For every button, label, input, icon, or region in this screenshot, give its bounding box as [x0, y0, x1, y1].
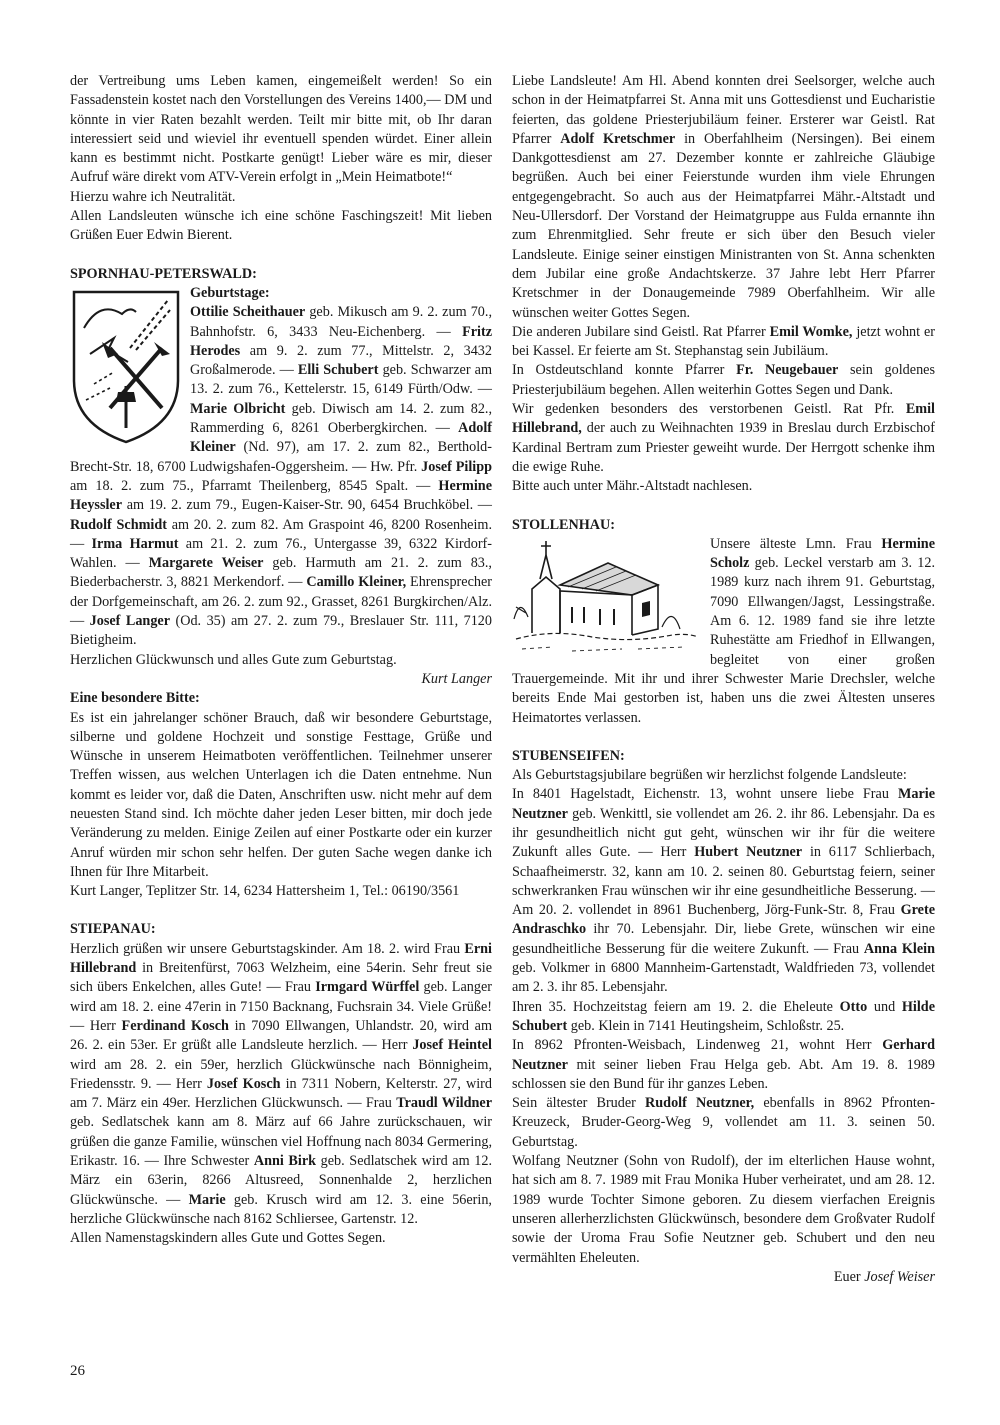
bold-name: Hermine Heyssler — [70, 477, 492, 514]
chapel-illustration — [512, 537, 700, 655]
text-run: geb. Klein in 7141 Heutingsheim, Schloßstr. 25. — [567, 1017, 845, 1034]
coat-of-arms-emblem — [70, 288, 182, 446]
bold-name: Otto — [839, 998, 868, 1015]
text-run: geb. Mikusch am 9. 2. zum 70., Bahnhofstr. 6, 3433 Neu-Eichenberg. — — [190, 304, 492, 340]
text-run: geb. Diwisch am 14. 2. zum 82., Rammerding 6, 8261 Oberbergkirchen. — — [190, 400, 493, 437]
text-run: geb. Sedlatschek kann am 8. März auf 66 Jahre zurückschauen, wir grüßen die ganze Familie, wünschen viel Hoffnung nach 8034 Germering, Erikastr. 16. — Ihre Schwester — [70, 1114, 492, 1170]
text-run: geb. Wenkittl, sie vollendet am 26. 2. ihr 86. Lebensjahr. Da es ihr gesundheitlich nicht gut geht, wünschen wir ihr für die weitere Zukunft alles Gute. — Herr — [512, 805, 935, 861]
text-run: mit seiner lieben Frau Helga geb. Abt. Am 19. 8. 1989 schlossen sie den Bund für ihr ganzes Leben. — [512, 1056, 935, 1092]
signature: Kurt Langer — [421, 670, 492, 687]
text-run: geb. Volkmer in 6800 Mannheim-Gartenstadt, Waldfrieden 73, vollendet am 2. 3. ihr 85. Lebensjahr. — [512, 960, 935, 996]
left-column — [70, 72, 492, 1249]
bold-name: Hubert Neutzner — [694, 844, 803, 861]
text-run: Wir gedenken besonders des verstorbenen Geistl. Rat Pfr. — [512, 401, 906, 418]
section-heading: STUBENSEIFEN: — [512, 747, 625, 764]
text-run: geb. Sedlatschek wird am 12. März ein 63erin, 8266 Altusreed, Sonnenhalde 2, herzlichen Glückwünsche. — — [70, 1153, 492, 1208]
paragraph — [512, 400, 935, 477]
text-run: wird am 28. 2. ein 59er, herzlich Glückwünsche nach Bönnigheim, Friedensstr. 9. — Herr — [70, 1056, 492, 1092]
bold-name: Anna Klein — [863, 940, 935, 957]
bold-name: Anni Birk — [253, 1153, 317, 1170]
bold-name: Hermine Scholz — [710, 535, 935, 572]
jubilee-article — [512, 72, 935, 497]
bold-name: Ottilie Scheithauer — [190, 304, 306, 321]
bold-name: Marie Olbricht — [190, 400, 286, 417]
bold-name: Fritz Herodes — [190, 323, 492, 359]
bold-name: Grete Andraschko — [512, 902, 935, 938]
text-run: Herzlich grüßen wir unsere Geburtstagskinder. Am 18. 2. wird Frau — [70, 940, 465, 957]
paragraph — [512, 1036, 935, 1094]
text-run: In 8401 Hagelstadt, Eichenstr. 13, wohnt unsere liebe Frau — [512, 786, 898, 803]
text-run: Unsere älteste Lmn. Frau — [710, 535, 882, 552]
bold-name: Rudolf Neutzner, — [645, 1095, 755, 1112]
text-run: in 7311 Nobern, Kelterstr. 27, wird am 7. März ein 49er. Herzlichen Glückwunsch. — Frau — [70, 1075, 492, 1112]
text-run: Als Geburtstagsjubilare begrüßen wir herzlichst folgende Landsleute: — [512, 767, 907, 784]
text-run: geb. Harmuth am 21. 2. zum 83., Biederbacherstr. 3, 8821 Merkendorf. — — [70, 555, 492, 591]
section-stiepanau — [70, 920, 492, 1248]
paragraph — [70, 1229, 492, 1248]
text-run: Es ist ein jahrelanger schöner Brauch, daß wir besondere Geburtstage, silberne und goldene Hochzeit und sonstige Festtage, Grüße und Wünsche in unserem Heimatboten veröffentlichen. Teilnehmer unserer Treffen wissen, aus welchen Unterlagen ich die Daten entnehme. Nun kommt es leider vor, daß die Daten, Anschriften usw. nicht mehr auf dem neuesten Stand sind. Ich möchte daher jeden Leser bitten, mir doch jede Veränderung zu melden. Einige Zeilen auf einer Postkarte oder ein kurzer Anruf würden mir schon sehr helfen. Der guten Sache wegen danke ich Ihnen für Ihre Mitarbeit. — [70, 709, 492, 880]
section-stubenseifen — [512, 747, 935, 1287]
text-run: sein goldenes Priesterjubiläum begehen. Allen weiterhin Gottes Segen und Dank. — [512, 362, 935, 398]
paragraph — [512, 766, 935, 785]
paragraph — [512, 72, 935, 323]
paragraph — [512, 323, 935, 362]
bold-name: Adolf Kretschmer — [560, 130, 676, 147]
section-heading: SPORNHAU-PETERSWALD: — [70, 265, 257, 282]
text-run: Liebe Landsleute! Am Hl. Abend konnten drei Seelsorger, welche auch schon in der Heimatpfarrei St. Anna mit uns Gottesdienst und Eucharistie feierten, das goldene Priesterjubiläum feiner. Ersterer war Geistl. Rat Pfarrer — [512, 73, 935, 147]
section-heading: STIEPANAU: — [70, 921, 156, 938]
bold-name: Josef Heintel — [412, 1037, 493, 1054]
text-run: Herzlichen Glückwunsch und alles Gute zum Geburtstag. — [70, 651, 397, 668]
text-run: Bitte auch unter Mähr.-Altstadt nachlesen. — [512, 478, 753, 495]
text-run: Kurt Langer, Teplitzer Str. 14, 6234 Hattersheim 1, Tel.: 06190/3561 — [70, 883, 460, 900]
bold-name: Adolf Kleiner — [190, 420, 492, 456]
section-subheading: Geburtstage: — [190, 284, 270, 301]
paragraph — [512, 998, 935, 1037]
bold-name: Erni Hillebrand — [70, 940, 492, 977]
text-run: am 21. 2. zum 76., Untergasse 39, 6322 Kirdorf-Wahlen. — — [70, 535, 493, 572]
paragraph — [70, 709, 492, 883]
paragraph — [70, 207, 492, 246]
paragraph — [512, 361, 935, 400]
text-run: Ihren 35. Hochzeitstag feiern am 19. 2. die Eheleute — [512, 998, 840, 1015]
paragraph — [512, 1152, 935, 1268]
section-heading: Eine besondere Bitte: — [70, 690, 200, 707]
text-run: am 19. 2. zum 79., Eugen-Kaiser-Str. 90, 6454 Bruchköbel. — — [122, 497, 492, 514]
bold-name: Traudl Wildner — [396, 1095, 492, 1112]
text-run: am 20. 2. zum 82. Am Graspoint 46, 8200 Rosenheim. — — [70, 516, 492, 552]
bold-name: Gerhard Neutzner — [512, 1037, 935, 1073]
bold-name: Rudolf Schmidt — [70, 516, 167, 533]
right-column — [512, 72, 935, 1287]
text-run: in Breitenfürst, 7063 Welzheim, eine 54erin. Sehr freut sie sich übers Enkelchen, alles Gute! — Frau — [70, 960, 492, 996]
paragraph — [70, 940, 492, 1229]
text-run: am 18. 2. zum 75., Pfarramt Theilenberg, 8545 Spalt. — — [70, 477, 439, 494]
bold-name: Josef Kosch — [206, 1075, 281, 1092]
text-run: ihr 70. Lebensjahr. Dir, liebe Grete, wünschen wir eine gesundheitliche Besserung für die weitere Zukunft. — Frau — [512, 921, 935, 957]
signature: Euer Josef Weiser — [833, 1268, 935, 1285]
page-number: 26 — [70, 1363, 85, 1379]
text-run: Hierzu wahre ich Neutralität. — [70, 188, 236, 205]
text-run: geb. Leckel verstarb am 3. 12. 1989 kurz nach ihrem 91. Geburtstag, 7090 Ellwangen/Jagst, Lessingstraße. Am 6. 12. 1989 fand sie ihre letzte Ruhestätte am Friedhof in Ellwangen, begleitet von einer großen Trauergemeinde. Mit ihr und ihrer Schwester Marie Drechsler, welche bereits Ende Mai gestorben ist, haben uns die zwei Ältesten unseres Heimatortes verlassen. — [512, 555, 935, 726]
bold-name: Margarete Weiser — [148, 555, 264, 572]
text-run: am 9. 2. zum 77., Mittelstr. 2, 3432 Großalmerode. — — [190, 342, 492, 379]
bold-name: Irma Harmut — [91, 535, 179, 552]
bold-name: Josef Pilipp — [421, 458, 492, 475]
bold-name: Emil Hillebrand, — [512, 401, 935, 437]
bold-name: Marie — [188, 1191, 226, 1208]
paragraph — [512, 477, 935, 496]
text-run: geb. Krusch wird am 12. 3. eine 56erin, herzliche Glückwünsche nach 8162 Schliersee, Gartenstr. 12. — [70, 1191, 492, 1227]
text-run: (Od. 35) am 27. 2. zum 79., Breslauer Str. 111, 7120 Bietigheim. — [70, 613, 492, 649]
text-run: der auch zu Weihnachten 1939 in Breslau durch Erzbischof Kardinal Bertram zum Priester geweiht wurde. Der Herrgott schenke ihm die ewige Ruhe. — [512, 420, 935, 475]
bold-name: Elli Schubert — [297, 362, 379, 379]
bold-name: Marie Neutzner — [512, 786, 935, 822]
text-run: In Ostdeutschland konnte Pfarrer — [512, 362, 737, 379]
section-bitte — [70, 689, 492, 901]
text-run: geb. Langer wird am 18. 2. eine 47erin in 7150 Backnang, Fuchsrain 34. Viele Grüße! — Herr — [70, 979, 492, 1034]
section-stollenhau — [512, 516, 935, 728]
text-run: Allen Namenstagskindern alles Gute und Gottes Segen. — [70, 1230, 386, 1247]
paragraph — [70, 72, 492, 188]
text-run: ebenfalls in 8962 Pfronten-Kreuzeck, Bruder-Georg-Weg 9, vollendet am 11. 3. seinen 50. Geburtstag. — [512, 1095, 935, 1150]
text-run: Die anderen Jubilare sind Geistl. Rat Pfarrer — [512, 323, 770, 340]
text-run: der Vertreibung ums Leben kamen, eingemeißelt werden! So ein Fassadenstein kostet nach den Vorstellungen des Vereins 1400,— DM und könnte in vier Raten bezahlt werden. Teilt mir bitte mit, ob Ihr daran interessiert seid und wieviel ihr eventuell spenden würdet. Einer allein kann es bestimmt nicht. Postkarte genügt! Lieber wäre es mir, dieser Aufruf wäre direkt vom ATV-Verein erfolgt in „Mein Heimatbote!“ — [70, 73, 492, 186]
paragraph — [70, 651, 492, 670]
section-heading: STOLLENHAU: — [512, 516, 616, 533]
text-run: In 8962 Pfronten-Weisbach, Lindenweg 21, wohnt Herr — [512, 1037, 883, 1054]
bold-name: Hilde Schubert — [512, 998, 935, 1034]
text-run: und — [867, 998, 902, 1015]
section-spornhau — [70, 265, 492, 690]
paragraph — [70, 188, 492, 207]
bold-name: Irmgard Würffel — [315, 979, 420, 996]
text-run: Allen Landsleuten wünsche ich eine schöne Faschingszeit! Mit lieben Grüßen Euer Edwin Bierent. — [70, 208, 492, 244]
text-run: Sein ältester Bruder — [512, 1095, 646, 1112]
paragraph — [70, 882, 492, 901]
paragraph — [512, 1094, 935, 1152]
intro-article — [70, 72, 492, 246]
text-run: (Nd. 97), am 17. 2. zum 82., Berthold-Brecht-Str. 18, 6700 Ludwigshafen-Oggersheim. — Hw. Pfr. — [70, 439, 492, 475]
paragraph — [512, 785, 935, 997]
text-run: Ehrensprecher der Dorfgemeinschaft, am 26. 2. zum 92., Grasset, 8261 Burgkirchen/Alz. — — [70, 574, 492, 630]
text-run: Wolfang Neutzner (Sohn von Rudolf), der im elterlichen Hause wohnt, hat sich am 8. 7. 1989 mit Frau Monika Huber verheiratet, und am 28. 12. 1989 wurde Tochter Simone geboren. Zu diesem vierfachen Ereignis unseren allerherzlichsten Glückwünsch, besondere dem Großvater Rudolf sowie der Uroma Frau Sofie Neutzner geb. Schubert und den neu vermählten Eheleuten. — [512, 1153, 935, 1266]
bold-name: Emil Womke, — [769, 323, 853, 340]
bold-name: Ferdinand Kosch — [121, 1017, 229, 1034]
text-run: in 6117 Schlierbach, Schaafheimerstr. 32, kann am 10. 2. seinen 80. Geburtstag feiern, seiner schwerkranken Frau wünschen wir ihr eine gesundheitliche Besserung. — Am 20. 2. vollendet in 8961 Buchenberg, Jörg-Funk-Str. 8, Frau — [512, 844, 936, 919]
text-run: jetzt wohnt er bei Kassel. Er feierte am St. Stephanstag sein Jubiläum. — [512, 323, 935, 360]
text-run: geb. Schwarzer am 13. 2. zum 76., Kettelerstr. 15, 6149 Fürth/Odw. — — [190, 362, 493, 398]
text-run: in Oberfahlheim (Nersingen). Bei einem Dankgottesdienst am 27. Dezember konnte er zahlreiche Gläubige begrüßen. Auch bei einer Feierstunde wurden ihm viele Ehrungen entgegengebracht. So auch aus der Heimatpfarrei Mähr.-Altstadt und Neu-Ullersdorf. Der Vorstand der Heimatgruppe aus Fulda ernannte ihn zum Ehrenmitglied. Sehr freute er sich über den Besuch vieler Landsleute. Einige seiner einstigen Ministranten von St. Anna schenkten dem Jubilar eine große Andachtskerze. 37 Jahre lebt Herr Pfarrer Kretschmer in der Donaugemeinde 7989 Oberfahlheim. Wir alle wünschen weiter Gottes Segen. — [512, 130, 936, 321]
text-run: in 7090 Ellwangen, Uhlandstr. 20, wird am 26. 2. ein 53er. Er grüßt alle Landsleute herzlich. — Herr — [70, 1017, 493, 1054]
bold-name: Fr. Neugebauer — [736, 362, 839, 379]
bold-name: Josef Langer — [89, 613, 171, 630]
bold-name: Camillo Kleiner, — [306, 574, 407, 591]
